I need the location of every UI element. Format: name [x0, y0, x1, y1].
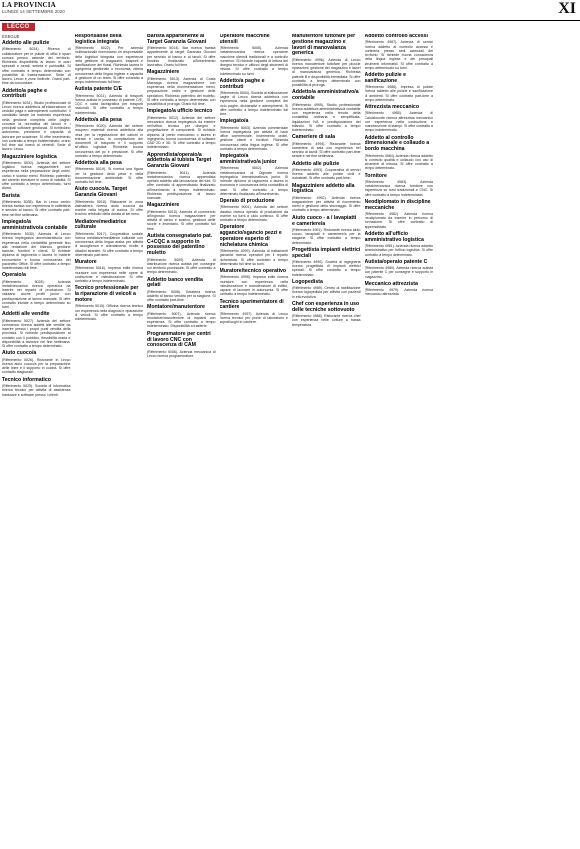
- job-title: Progettista impianti elettrici speciali: [292, 246, 361, 259]
- job-title: Addetto/a paghe e contributi: [219, 77, 265, 90]
- column-6: [365, 34, 434, 846]
- issue-date: LUNEDÌ 14 SETTEMBRE 2020: [2, 9, 65, 14]
- job-listing: [292, 216, 361, 245]
- job-listing: [147, 203, 216, 231]
- job-description: (Riferimento 5007). Azienda ricerca montatore/manutentore di impianti con esperienza. Si offre contratto a tempo indeterminato. Disponibilità a trasferte.: [147, 311, 216, 329]
- job-listing: [75, 260, 144, 283]
- job-title: Magazziniere logistica: [2, 153, 57, 160]
- job-listing: [365, 260, 434, 279]
- job-listing: [292, 184, 361, 213]
- column-2: [75, 34, 144, 846]
- job-listing: [365, 34, 434, 70]
- job-title: Magazziniere: [147, 202, 180, 209]
- job-title: Manutentore tuttofare per gestione magazzino e lavori di manovalanza generica: [292, 34, 356, 57]
- job-title: Addetti alle vendite: [2, 311, 50, 318]
- job-listing: [2, 220, 71, 270]
- job-title: Magazziniere: [147, 69, 180, 76]
- job-listing: [2, 312, 71, 348]
- job-description: (Riferimento 5003). Azienda commerciale ricerca impiegato/a per attività di back office commerciale, inserimento ordini, gestione clienti e fornitori. Richiesta conoscenza della lingua inglese. Si offre contratto a tempo determinato.: [219, 125, 288, 151]
- job-description: (Riferimento 5017). Cooperativa sociale ricerca mediatore/mediatrice culturale con conoscenza della lingua araba per attività di accoglienza e orientamento rivolte a cittadini stranieri. Si offre contratto a tempo determinato part-time.: [74, 231, 143, 257]
- job-listing: [147, 109, 216, 149]
- job-title: Addetto pulizie e sanificazione: [364, 72, 406, 84]
- job-description: (Riferimento 5001). Azienda del settore plastico ricerca operaio di produzione da inserire su turni a ciclo continuo. Si offre contratto a tempo determinato.: [219, 205, 288, 223]
- job-description: (Riferimento 4997). Azienda di Lecco ricerca tecnico per prove di laboratorio e sopralluoghi in cantiere.: [219, 311, 288, 325]
- job-title: Aiuto cuoco/a: [2, 350, 37, 357]
- job-listing: [292, 280, 361, 299]
- job-description: (Riferimento 5020). Azienda del settore recupero materiali ricerca addetto/a alla pesa per la registrazione dei carichi in entrata e uscita, la compilazione dei documenti di trasporto e il supporto all'ufficio logistica. Richiesta buona conoscenza del pc e precisione. Si offre contratto a tempo determinato.: [74, 124, 143, 158]
- page-header: [0, 0, 580, 22]
- job-description: (Riferimento 5005). Azienda metalmeccanica ricerca operatore macchine utensili tradizionali e a controllo numerico. Si richiede capacità di lettura del disegno tecnico e utilizzo degli strumenti di misura. Si offre contratto a tempo indeterminato su turni.: [219, 46, 288, 76]
- job-title: Chef con esperienza in uso delle tecniche sottovuoto: [292, 300, 360, 313]
- job-description: (Riferimento 5002). Azienda metalmeccanica di Olginate ricerca impiegato/a amministrativo/a junior. Si richiede diploma di ragioneria o laurea in economia e conoscenza della contabilità di base. Si offre contratto a tempo determinato finalizzato all'inserimento.: [219, 166, 288, 196]
- job-description: (Riferimento 5026). Ristorante in Lecco ricerca aiuto cuoco/a per la preparazione delle linee e il supporto in cucina. Si offre contratto stagionale.: [2, 357, 71, 375]
- job-title: Addetto alle pulizie: [292, 160, 340, 167]
- job-title: Tecnico professionale per la riparazione di veicoli a motore: [74, 285, 139, 304]
- job-listing: [75, 220, 144, 258]
- job-description: (Riferimento 5012). Azienda del settore meccanico ricerca impiegato/a da inserire nell'ufficio tecnico per disegno e progettazione di componenti. Si richiede diploma di perito meccanico o laurea in ingegneria, buona conoscenza di software CAD 2D e 3D. Si offre contratto a tempo indeterminato.: [147, 115, 216, 150]
- job-description: (Riferimento 4992). Azienda ricerca magazziniere per attività di ricevimento merci e gestione dello stoccaggio. Si offre contratto a tempo determinato.: [292, 195, 361, 213]
- job-title: Aiuto cuoco/a. Target Garanzia Giovani: [74, 186, 128, 199]
- job-title: Cameriere di sala: [292, 134, 335, 141]
- job-title: Neodiplomato in discipline meccaniche: [364, 198, 431, 211]
- job-title: Addetto/a amministrativo/a contabile: [292, 89, 359, 102]
- job-description: (Riferimento 4991). Ristorante ricerca aiuto cuoco, lavapiatti e cameriere/a per la stagione. Si offre contratto a tempo determinato.: [292, 227, 361, 245]
- job-title: Muratore/tecnico operativo: [219, 268, 287, 275]
- job-description: (Riferimento 5022). Per azienda multinazionale ricerchiamo un responsabile della logistica integrata con esperienza nella gestione di magazzini, trasporti e pianificazione dei flussi. Richiesta laurea in ingegneria gestionale o economia, ottima conoscenza della lingua inglese e capacità di gestione di un team. Si offre contratto a tempo indeterminato full time.: [74, 46, 143, 85]
- job-listing: [2, 155, 71, 191]
- job-description: (Riferimento 4983). Azienda metalmeccanica ricerca tornitore con esperienza su torni tradizionali e CNC. Si offre contratto a tempo indeterminato.: [364, 179, 433, 197]
- job-listing: [75, 161, 144, 184]
- job-title: Muratore: [74, 259, 97, 266]
- job-title: Impiegato/a amministrativo/a junior: [219, 153, 277, 166]
- job-description: (Riferimento 4996). Azienda di Lecco ricerca manutentore tuttofare per piccole riparazioni, gestione del magazzino e lavori di manovalanza generica. Richiesta patente B e disponibilità immediata. Si offre contratto a tempo determinato con possibilità di proroga.: [292, 57, 361, 88]
- job-description: (Riferimento 5014). Bar ricerca barista appartenente al target Garanzia Giovani per servizio al banco e ai tavoli. Si offre tirocinio finalizzato all'inserimento lavorativo. Orario full time.: [147, 46, 216, 68]
- job-title: Autista consegnatario pat. C+CQC a supporto in possesso del patentino muletto: [147, 232, 213, 257]
- job-listing: [147, 34, 216, 67]
- job-description: (Riferimento 5016). Impresa edile ricerca muratore con esperienza nelle opere di costruzione e ristrutturazione. Si offre contratto a tempo indeterminato.: [74, 266, 143, 284]
- job-listing: [220, 300, 289, 325]
- job-description: (Riferimento 4994). Ristorante ricerca cameriere di sala con esperienza nel servizio ai tavoli. Si offre contratto part-time serale e nei fine settimana.: [292, 141, 361, 159]
- job-title: Operaio/a: [2, 272, 26, 279]
- job-title: Impiegato/a ufficio tecnico: [147, 108, 213, 115]
- job-listing: [75, 118, 144, 158]
- job-listing: [147, 305, 216, 328]
- column-1: [2, 34, 71, 846]
- job-description: (Riferimento 5032). Azienda del settore logistico ricerca magazziniere con esperienza nella preparazione degli ordini, carico e scarico merci. Richiesto patentino del carrello elevatore in corso di validità. Si offre contratto a tempo determinato, turni diurni.: [2, 160, 71, 191]
- job-listing: [292, 90, 361, 132]
- job-title: Autista/operaio patente C: [364, 258, 428, 265]
- job-listing: [292, 248, 361, 277]
- job-description: (Riferimento 5027). Azienda del settore commercio ricerca addetti alle vendite da inserire presso i propri punti vendita della provincia. Si richiede predisposizione al contatto con il pubblico, flessibilità oraria e disponibilità a lavorare nei fine settimana. Si offre contratto a tempo determinato.: [2, 318, 71, 349]
- job-title: Addetto al controllo dimensionale e collaudo a bordo macchina: [364, 134, 430, 153]
- job-title: Apprendista/operaio/a addetto/a al tubista Target Garanzia Giovani: [147, 151, 212, 170]
- job-title: Responsabile della logistica integrata: [74, 34, 122, 45]
- job-title: Autista patente C/E: [74, 86, 123, 93]
- job-title: Logopedista: [292, 278, 323, 285]
- job-listing: [220, 269, 289, 297]
- job-title: Addetto controllo accessi: [364, 34, 428, 39]
- job-listing: [365, 232, 434, 257]
- job-description: (Riferimento 5010). Azienda di commercio all'ingrosso ricerca magazziniere per attività di carico e scarico, gestione delle scorte e inventario. Si offre contratto full time.: [147, 209, 216, 231]
- job-description: (Riferimento 4995). Studio professionale ricerca addetto/a amministrativo/a contabile con esperienza nella tenuta della contabilità ordinaria e semplificata, liquidazioni IVA e predisposizione del bilancio. Si offre contratto a tempo indeterminato.: [292, 102, 361, 133]
- job-listing: [365, 73, 434, 102]
- job-listing: [75, 187, 144, 216]
- job-listing: [2, 194, 71, 217]
- job-listing: [147, 70, 216, 106]
- job-listing: [147, 153, 216, 201]
- job-listing: [220, 34, 289, 76]
- job-description: (Riferimento 5028). Azienda metalmeccanica ricerca operaio/a da inserire nel reparto di produzione. Si valutano anche profili junior con predisposizione al lavoro manuale. Si offre contratto iniziale a tempo determinato su turni.: [2, 279, 71, 310]
- job-title: Tecnico sperimentatore di cantiere: [219, 298, 284, 311]
- job-title: Addetto alle pulizie: [2, 40, 50, 46]
- job-listing: [220, 79, 289, 117]
- job-title: Tornitore: [364, 172, 387, 179]
- section-label: LECCO: [2, 23, 35, 31]
- job-listing: [75, 34, 144, 84]
- job-listing: [2, 273, 71, 309]
- job-description: (Riferimento 4999). Azienda di trattamenti galvanici ricerca operatori per il reparto nichelatura. Si offre contratto a tempo determinato full time su turni.: [219, 249, 288, 266]
- intro-label: ESEGUE: [2, 34, 20, 39]
- job-title: Operatore macchine utensili: [219, 34, 270, 45]
- job-listing: [75, 87, 144, 115]
- job-description: (Riferimento 4982). Azienda ricerca neodiplomato da inserire in percorso di formazione. Si offre contratto di apprendistato.: [364, 211, 433, 229]
- job-description: (Riferimento 5034). Ricerca di collaboratore per le pulizie di uffici e spazi comuni presso aziende del territorio. Richiesta disponibilità al lavoro in orari spezzati e serali, serietà e puntualità. Si offre contratto a tempo determinato con possibilità di trasformazione. Sede di lavoro: Lecco e zone limitrofe. Orario part-time da concordare.: [2, 47, 71, 86]
- job-description: (Riferimento 5009). Azienda di distribuzione ricerca autista per consegne sul territorio provinciale. Si offre contratto a tempo determinato.: [147, 257, 216, 275]
- job-title: Addetto/a alla pesa: [74, 160, 122, 167]
- job-listing: [220, 154, 289, 196]
- job-listing: [292, 302, 361, 327]
- job-title: Impiegato/a amministrativo/a contabile: [2, 218, 68, 231]
- job-title: Barista appartenente al Target Garanzia Giovani: [147, 34, 207, 45]
- job-description: (Riferimento 5013). Azienda di Costa Masnaga ricerca magazziniere con esperienza nella movimentazione merci, preparazione ordini e gestione delle spedizioni. Richiesto patentino del muletto. Si offre contratto a tempo determinato con possibilità di proroga. Orario full time.: [147, 76, 216, 107]
- job-description: (Riferimento 5015). Officina ricerca tecnico con esperienza nella diagnosi e riparazione di veicoli. Si offre contratto a tempo indeterminato.: [74, 304, 143, 322]
- job-title: Programmatore per centri di lavoro CNC con conoscenza di CAM: [147, 330, 211, 349]
- job-listing: [2, 351, 71, 374]
- job-title: Attrezzista meccanico: [364, 104, 419, 111]
- job-description: (Riferimento 4989). Centro di riabilitazione ricerca logopedista per attività con pazienti in età evolutiva.: [292, 286, 361, 299]
- job-title: Operatore aggancio/sgancio pezzi e operatore esperto di nichelatura chimica: [219, 224, 282, 248]
- job-title: Barista: [2, 192, 20, 199]
- job-listing: [365, 136, 434, 171]
- job-listing: [220, 119, 289, 151]
- job-title: Aiuto cuoco - a / lavapiatti e cameriere/a: [292, 214, 357, 227]
- job-description: (Riferimento 5035). Bar in Lecco centro ricerca barista con esperienza in caffetteria e servizio al banco. Si offre contratto part-time nel fine settimana.: [2, 199, 71, 217]
- job-description: (Riferimento 5018). Ristorante in zona Valmadrera ricerca aiuto cuoco/a da inserire nella brigata di cucina. Si offre tirocinio retribuito della durata di sei mesi.: [74, 199, 143, 217]
- job-description: (Riferimento 5021). Azienda di trasporti ricerca autista in possesso di patente C/E, CQC e carta tachigrafica per trasporti nazionali. Si offre contratto a tempo indeterminato.: [74, 93, 143, 115]
- job-title: Operaio di produzione: [219, 198, 275, 205]
- job-listing: [147, 332, 216, 358]
- job-listing: [365, 105, 434, 133]
- job-listing: [220, 199, 289, 222]
- job-title: Magazziniere addetto alla logistica: [292, 182, 355, 195]
- job-listing: [365, 200, 434, 229]
- job-description: (Riferimento 4990). Società di ingegneria ricerca progettista di impianti elettrici speciali. Si offre contratto a tempo indeterminato.: [292, 259, 361, 277]
- job-description: (Riferimento 4979). Azienda ricerca meccanico attrezzista.: [364, 288, 433, 297]
- job-description: (Riferimento 4993). Cooperativa di servizi ricerca addetto alle pulizie civili e industriali. Si offre contratto part-time.: [292, 167, 361, 181]
- listings-columns: [2, 34, 578, 846]
- job-listing: [147, 278, 216, 303]
- job-description: (Riferimento 5006). Azienda meccanica di Lecco ricerca programmatore.: [147, 349, 216, 358]
- job-title: Impiegato/a: [219, 118, 249, 125]
- job-listing: [2, 41, 71, 86]
- job-listing: [2, 378, 71, 397]
- job-description: (Riferimento 5031). Studio professionale di Lecco ricerca addetto/a all'elaborazione di cedolini paga e adempimenti contributivi. Il candidato ideale ha maturato esperienza nella gestione completa delle paghe, conosce la normativa del lavoro e i principali software gestionali. Si richiedono autonomia, precisione e capacità di lavorare per scadenze. Si offre inserimento con contratto a tempo indeterminato, orario full time dal lunedì al venerdì. Sede di lavoro: Lecco.: [2, 100, 71, 152]
- job-description: (Riferimento 5008). Gelateria ricerca addetto al banco vendita per la stagione. Si offre contratto part-time.: [147, 289, 216, 303]
- job-description: (Riferimento 4986). Impresa di pulizie ricerca addetto alle pulizie e sanificazione di ambienti. Si offre contratto part-time a tempo determinato.: [364, 85, 433, 102]
- job-listing: [292, 135, 361, 158]
- job-description: (Riferimento 4988). Ristorante ricerca chef con esperienza nelle cotture a bassa temperatura.: [292, 314, 361, 327]
- job-listing: [292, 162, 361, 181]
- job-description: (Riferimento 4998). Impresa edile ricerca muratore con esperienza nella ristrutturazione e manutenzione di edifici, capace di lavorare in autonomia. Si offre contratto a tempo indeterminato.: [219, 275, 288, 297]
- job-listing: [75, 286, 144, 321]
- job-description: (Riferimento 5030). Azienda di Lecco ricerca impiegato/a amministrativo/a con esperienza nella contabilità generale fino alla redazione del bilancio, gestione banche, fornitori e clienti. Si richiede diploma di ragioneria o laurea in materie economiche e buona conoscenza del pacchetto Office. Si offre contratto a tempo indeterminato full time.: [2, 232, 71, 271]
- job-description: (Riferimento 5025). Società di informatica ricerca tecnico per attività di assistenza hardware e software presso i clienti.: [2, 384, 71, 397]
- job-description: (Riferimento 4987). Azienda di servizi ricerca addetto al controllo accessi e portineria presso sedi aziendali del territorio. Si richiede buona conoscenza della lingua inglese e dei principali strumenti informatici. Si offre contratto a tempo determinato su turni.: [364, 40, 433, 70]
- column-3: [147, 34, 216, 846]
- column-4: [220, 34, 289, 846]
- job-listing: [220, 225, 289, 266]
- job-description: (Riferimento 4985). Azienda di Calolziocorte ricerca attrezzista meccanico con esperienza nella costruzione e manutenzione di stampi. Si offre contratto a tempo indeterminato.: [364, 111, 433, 133]
- job-description: (Riferimento 5011). Azienda metalmeccanica ricerca apprendista operaio addetto alla lavorazione dei tubi. Si offre contratto di apprendistato finalizzato all'inserimento a tempo indeterminato. Richiesta predisposizione al lavoro manuale.: [147, 170, 216, 201]
- job-description: (Riferimento 4984). Azienda ricerca addetto al controllo qualità e collaudo con uso di strumenti di misura. Si offre contratto a tempo determinato.: [364, 153, 433, 171]
- job-title: Meccanico attrezzista: [364, 280, 418, 287]
- job-listing: [365, 282, 434, 297]
- column-5: [292, 34, 361, 846]
- job-description: (Riferimento 5019). Si ricerca una figura per la gestione della pesa e della documentazione ambientale. Si offre contratto full time.: [74, 167, 143, 185]
- job-title: Addetto/a paghe e contributi: [2, 87, 47, 100]
- job-listing: [2, 89, 71, 152]
- page-number: XI: [558, 0, 576, 17]
- job-listing: [365, 174, 434, 197]
- job-listing: [147, 234, 216, 275]
- job-title: Montatore/manutentore: [147, 304, 205, 311]
- newspaper-title: LA PROVINCIA: [2, 1, 56, 9]
- header-divider: [0, 20, 580, 21]
- job-title: Tecnico informatico: [2, 376, 51, 383]
- job-description: (Riferimento 4981). Azienda ricerca addetto amministrativo per l'ufficio logistica. Si offre contratto a tempo determinato.: [364, 244, 433, 257]
- job-title: Addetto all'ufficio amministrativo logistica: [364, 230, 424, 243]
- job-title: Mediatore/mediatrice culturale: [74, 218, 127, 231]
- job-title: Addetto banco vendita gelati: [147, 276, 203, 289]
- job-description: (Riferimento 5004). Società di elaborazione paghe di Lecco ricerca addetto/a con esperienza nella gestione completa del ciclo paghe, dichiarativi e adempimenti. Si offre contratto a tempo indeterminato full time.: [219, 90, 288, 117]
- job-listing: [292, 34, 361, 87]
- job-title: Addetto/a alla pesa: [74, 116, 122, 123]
- job-description: (Riferimento 4980). Azienda ricerca autista con patente C per consegne e supporto in magazzino.: [364, 266, 433, 279]
